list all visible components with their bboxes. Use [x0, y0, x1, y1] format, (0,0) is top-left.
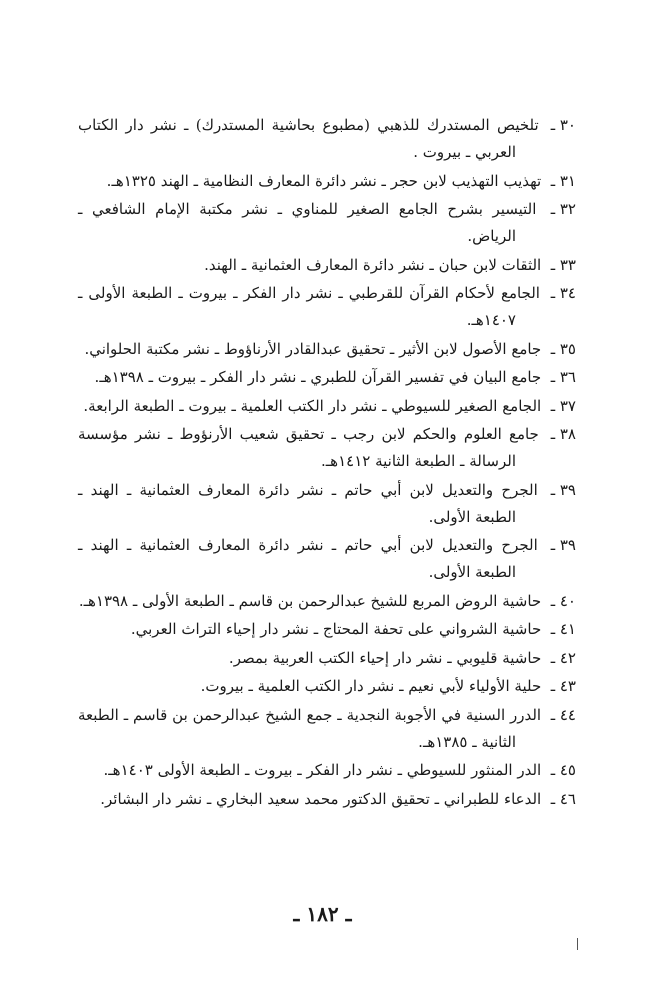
bibliography-entry: ٣٢ ـ التيسير بشرح الجامع الصغير للمناوي ـ نشر مكتبة الإمام الشافعي ـ الرياض. — [78, 200, 576, 245]
bibliography-entry: ٤٥ ـ الدر المنثور للسيوطي ـ نشر دار الفكر ـ بيروت ـ الطبعة الأولى ١٤٠٣هـ. — [103, 761, 576, 779]
bibliography-entry: ٣٤ ـ الجامع لأحكام القرآن للقرطبي ـ نشر دار الفكر ـ بيروت ـ الطبعة الأولى ـ ١٤٠٧هـ. — [78, 284, 576, 329]
bibliography-entry: ٤٢ ـ حاشية قليوبي ـ نشر دار إحياء الكتب العربية بمصر. — [228, 648, 576, 667]
entry-text: الجرح والتعديل لابن أبي حاتم ـ نشر دائرة المعارف العثمانية ـ الهند ـ الطبعة الأولى. — [78, 480, 538, 526]
bibliography-entry: ٤٦ ـ الدعاء للطبراني ـ تحقيق الدكتور محمد سعيد البخاري ـ نشر دار البشائر. — [100, 789, 576, 808]
entry-text: الدر المنثور للسيوطي ـ نشر دار الفكر ـ بيروت ـ الطبعة الأولى ١٤٠٣هـ. — [103, 761, 542, 779]
entry-text: جامع البيان في تفسير القرآن للطبري ـ نشر دار الفكر ـ بيروت ـ ١٣٩٨هـ. — [94, 368, 542, 386]
entry-text: الثقات لابن حبان ـ نشر دائرة المعارف العثمانية ـ الهند. — [204, 255, 542, 274]
entry-text: تلخيص المستدرك للذهبي (مطبوع بحاشية المستدرك) ـ نشر دار الكتاب العربي ـ بيروت . — [78, 116, 539, 161]
bibliography-entry: ٤١ ـ حاشية الشرواني على تحفة المحتاج ـ نشر دار إحياء التراث العربي. — [130, 620, 576, 638]
entry-text: جامع العلوم والحكم لابن رجب ـ تحقيق شعيب الأرنؤوط ـ نشر مؤسسة الرسالة ـ الطبعة الثانية ١٤١٢هـ. — [78, 425, 539, 470]
bibliography-entry: ٣٦ ـ جامع البيان في تفسير القرآن للطبري ـ نشر دار الفكر ـ بيروت ـ ١٣٩٨هـ. — [94, 368, 576, 386]
entry-text: حلية الأولياء لأبي نعيم ـ نشر دار الكتب العلمية ـ بيروت. — [200, 677, 542, 695]
entry-text: جامع الأصول لابن الأثير ـ تحقيق عبدالقادر الأرناؤوط ـ نشر مكتبة الحلواني. — [84, 339, 542, 358]
entry-text: الدعاء للطبراني ـ تحقيق الدكتور محمد سعيد البخاري ـ نشر دار البشائر. — [100, 789, 542, 808]
entry-text: الجامع الصغير للسيوطي ـ نشر دار الكتب العلمية ـ بيروت ـ الطبعة الرابعة. — [83, 396, 542, 415]
page-number: ـ ١٨٢ ـ — [293, 902, 352, 926]
entry-text: التيسير بشرح الجامع الصغير للمناوي ـ نشر مكتبة الإمام الشافعي ـ الرياض. — [78, 200, 537, 245]
entry-text: الجامع لأحكام القرآن للقرطبي ـ نشر دار الفكر ـ بيروت ـ الطبعة الأولى ـ ١٤٠٧هـ. — [78, 284, 540, 329]
bibliography-entry: ٤٣ ـ حلية الأولياء لأبي نعيم ـ نشر دار الكتب العلمية ـ بيروت. — [200, 677, 576, 695]
bibliography-entry: ٣٧ ـ الجامع الصغير للسيوطي ـ نشر دار الكتب العلمية ـ بيروت ـ الطبعة الرابعة. — [83, 396, 576, 415]
bibliography-entry: ٣٥ ـ جامع الأصول لابن الأثير ـ تحقيق عبدالقادر الأرناؤوط ـ نشر مكتبة الحلواني. — [84, 339, 576, 358]
bibliography-entry: ٣٨ ـ جامع العلوم والحكم لابن رجب ـ تحقيق شعيب الأرنؤوط ـ نشر مؤسسة الرسالة ـ الطبعة الثانية ١٤١٢هـ. — [78, 425, 576, 470]
entry-text: حاشية الروض المربع للشيخ عبدالرحمن بن قاسم ـ الطبعة الأولى ـ ١٣٩٨هـ. — [78, 591, 542, 610]
entry-text: الجرح والتعديل لابن أبي حاتم ـ نشر دائرة المعارف العثمانية ـ الهند ـ الطبعة الأولى. — [78, 536, 538, 581]
bibliography-entry: ٣١ ـ تهذيب التهذيب لابن حجر ـ نشر دائرة المعارف النظامية ـ الهند ١٣٢٥هـ. — [106, 171, 576, 190]
bibliography-entry: ٣٩ ـ الجرح والتعديل لابن أبي حاتم ـ نشر دائرة المعارف العثمانية ـ الهند ـ الطبعة الأولى. — [78, 536, 576, 581]
entry-text: حاشية قليوبي ـ نشر دار إحياء الكتب العربية بمصر. — [228, 648, 542, 667]
bibliography-entry: ٣٩ ـ الجرح والتعديل لابن أبي حاتم ـ نشر دائرة المعارف العثمانية ـ الهند ـ الطبعة الأولى. — [78, 480, 576, 526]
entry-text: تهذيب التهذيب لابن حجر ـ نشر دائرة المعارف النظامية ـ الهند ١٣٢٥هـ. — [106, 171, 542, 190]
bibliography-list — [78, 112, 576, 814]
bibliography-entry: ٤٠ ـ حاشية الروض المربع للشيخ عبدالرحمن بن قاسم ـ الطبعة الأولى ـ ١٣٩٨هـ. — [78, 591, 576, 610]
scan-edge-mark — [577, 938, 578, 950]
entry-text: حاشية الشرواني على تحفة المحتاج ـ نشر دار إحياء التراث العربي. — [130, 620, 542, 638]
bibliography-entry: ٤٤ ـ الدرر السنية في الأجوبة النجدية ـ جمع الشيخ عبدالرحمن بن قاسم ـ الطبعة الثانية ـ ١٣٨٥هـ. — [78, 705, 576, 751]
entry-text: الدرر السنية في الأجوبة النجدية ـ جمع الشيخ عبدالرحمن بن قاسم ـ الطبعة الثانية ـ ١٣٨٥هـ. — [78, 705, 542, 751]
bibliography-entry: ٣٠ ـ تلخيص المستدرك للذهبي (مطبوع بحاشية المستدرك) ـ نشر دار الكتاب العربي ـ بيروت . — [78, 116, 576, 161]
bibliography-entry: ٣٣ ـ الثقات لابن حبان ـ نشر دائرة المعارف العثمانية ـ الهند. — [204, 255, 576, 274]
